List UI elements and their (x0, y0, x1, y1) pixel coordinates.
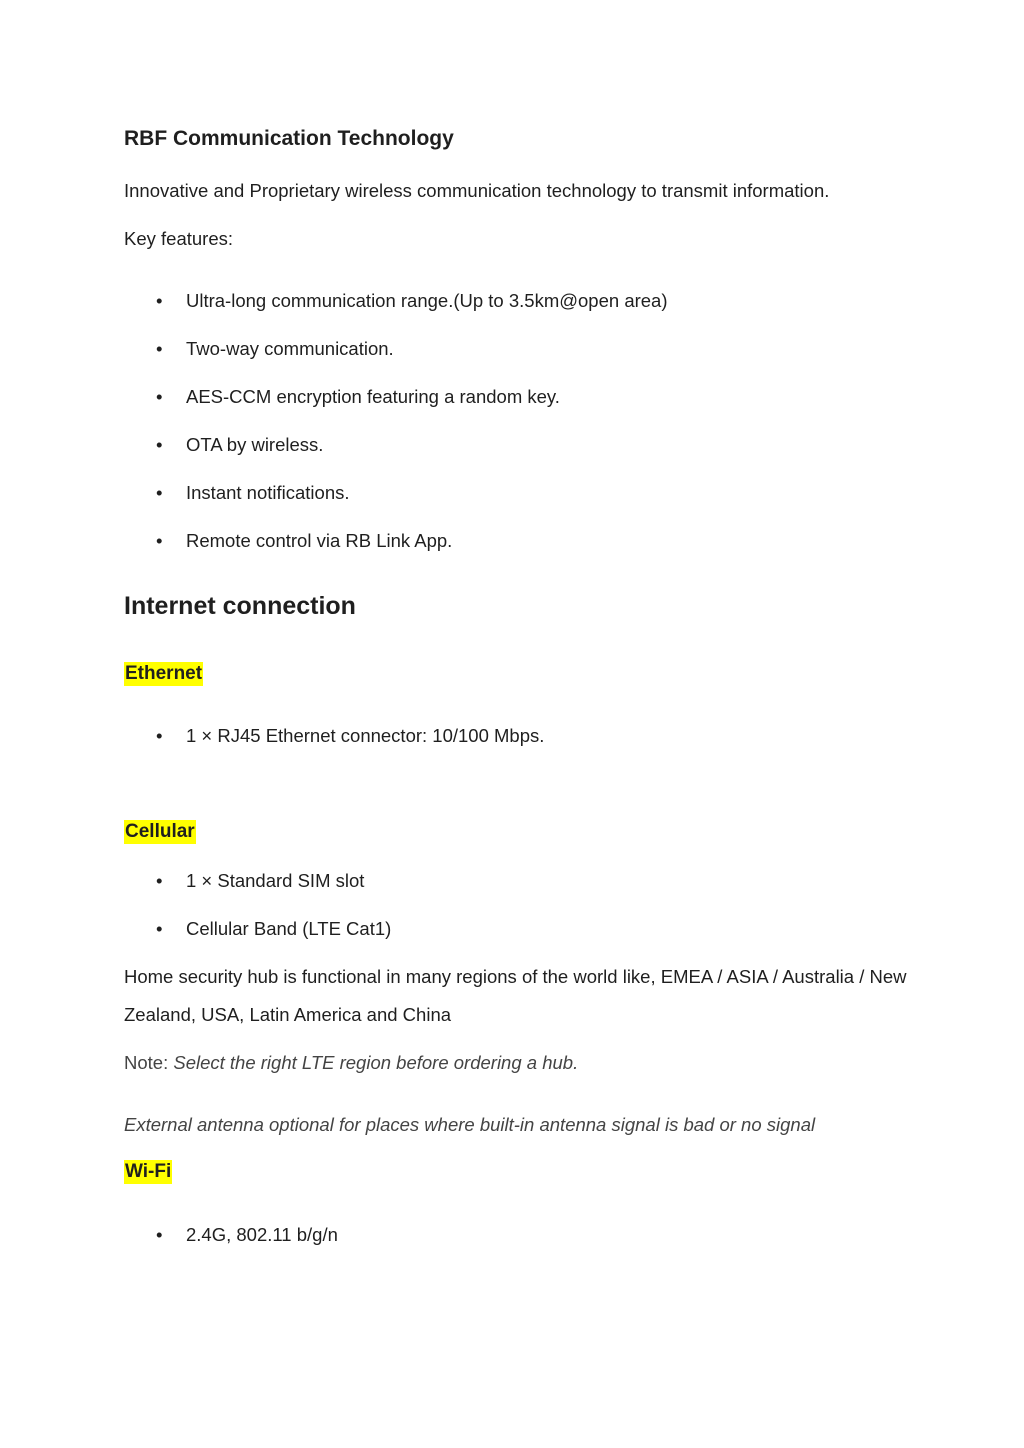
wifi-subheading (124, 1160, 172, 1184)
key-features-label: Key features: (124, 228, 234, 249)
bullet-icon: • (156, 918, 163, 939)
bullet-icon: • (156, 482, 163, 503)
cellular-item: Cellular Band (LTE Cat1) (186, 918, 392, 939)
antenna-note: External antenna optional for places where built-in antenna signal is bad or no signal (124, 1114, 816, 1135)
bullet-icon: • (156, 870, 163, 891)
feature-text: Two-way communication. (186, 338, 394, 359)
ethernet-label: Ethernet (125, 663, 203, 684)
wifi-item: 2.4G, 802.11 b/g/n (186, 1224, 338, 1245)
cellular-label: Cellular (125, 821, 195, 842)
feature-text: AES-CCM encryption featuring a random key. (186, 386, 560, 407)
feature-text: OTA by wireless. (186, 434, 324, 455)
bullet-icon: • (156, 1224, 163, 1245)
feature-text: Ultra-long communication range.(Up to 3.5km@open area) (186, 290, 668, 311)
ethernet-subheading (124, 662, 203, 686)
bullet-icon: • (156, 530, 163, 551)
feature-text: Instant notifications. (186, 482, 350, 503)
wifi-label: Wi-Fi (125, 1161, 172, 1182)
internet-heading: Internet connection (124, 592, 356, 620)
note-label: Note: (124, 1052, 169, 1073)
bullet-icon: • (156, 434, 163, 455)
rbf-intro: Innovative and Proprietary wireless communication technology to transmit information. (124, 180, 830, 201)
feature-text: Remote control via RB Link App. (186, 530, 453, 551)
bullet-icon: • (156, 338, 163, 359)
bullet-icon: • (156, 386, 163, 407)
note-text: Select the right LTE region before ordering a hub. (173, 1052, 579, 1073)
cellular-note (124, 1050, 578, 1076)
rbf-heading: RBF Communication Technology (124, 127, 454, 150)
cellular-subheading (124, 820, 196, 844)
ethernet-item: 1 × RJ45 Ethernet connector: 10/100 Mbps. (186, 725, 545, 746)
cellular-item: 1 × Standard SIM slot (186, 870, 365, 891)
bullet-icon: • (156, 290, 163, 311)
cellular-regions: Home security hub is functional in many regions of the world like, EMEA / ASIA / Australia / New Zealand, USA, Latin America and China (124, 966, 907, 1025)
bullet-icon: • (156, 725, 163, 746)
